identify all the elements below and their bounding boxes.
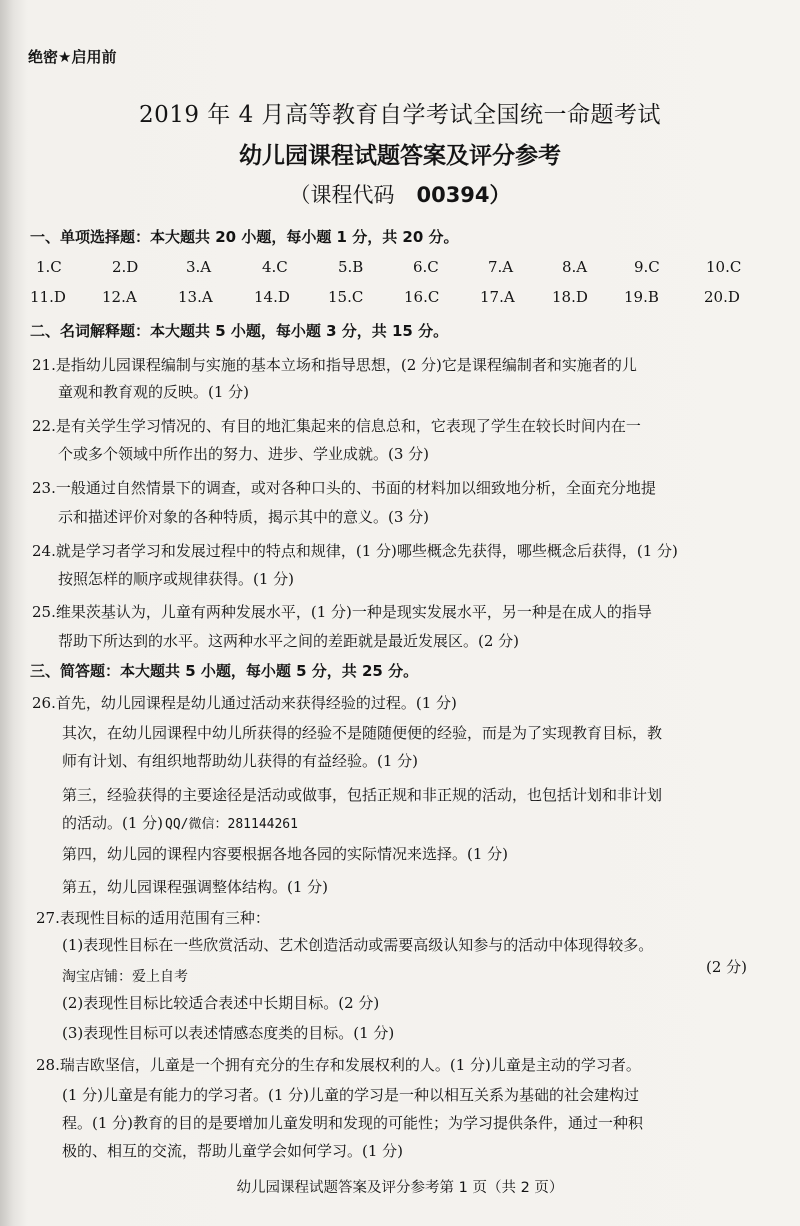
answer-line: 个或多个领域中所作出的努力、进步、学业成就。(3 分) <box>58 445 430 463</box>
paper-title: 幼儿园课程试题答案及评分参考 <box>239 143 561 169</box>
answer-item: 12.A <box>102 288 137 306</box>
answer-line <box>62 812 298 833</box>
answer-item: 9.C <box>634 258 660 276</box>
answer-line: 第三，经验获得的主要途径是活动或做事，包括正规和非正规的活动，也包括计划和非计划 <box>62 786 663 804</box>
answer-item: 6.C <box>413 258 439 276</box>
answer-line: 第五，幼儿园课程强调整体结构。(1 分) <box>62 878 329 896</box>
course-code <box>0 179 800 209</box>
section-1-heading: 一、单项选择题：本大题共 20 小题，每小题 1 分，共 20 分。 <box>30 228 459 246</box>
exam-title: 2019 年 4 月高等教育自学考试全国统一命题考试 <box>138 102 662 128</box>
answer-line: (1 分)儿童是有能力的学习者。(1 分)儿童的学习是一种以相互关系为基础的社会建构过 <box>62 1086 640 1104</box>
shop-watermark: 淘宝店铺：爱上自考 <box>62 969 188 985</box>
answer-item: 3.A <box>186 258 212 276</box>
answer-item: 14.D <box>254 288 290 306</box>
answer-item: 18.D <box>552 288 588 306</box>
answer-text: 的活动。(1 分) <box>62 814 164 832</box>
answer-line: 23.一般通过自然情景下的调查，或对各种口头的、书面的材料加以细致地分析，全面充分地提 <box>32 479 656 497</box>
answer-item: 17.A <box>480 288 515 306</box>
answer-line: 22.是有关学生学习情况的、有目的地汇集起来的信息总和，它表现了学生在较长时间内在一 <box>32 417 641 435</box>
answer-line: 21.是指幼儿园课程编制与实施的基本立场和指导思想，(2 分)它是课程编制者和实施者的儿 <box>32 356 637 374</box>
answer-item: 11.D <box>30 288 66 306</box>
answer-line: 极的、相互的交流，帮助儿童学会如何学习。(1 分) <box>62 1142 404 1160</box>
answer-item: 4.C <box>262 258 288 276</box>
answer-item: 1.C <box>36 258 62 276</box>
answer-line: 28.瑞吉欧坚信，儿童是一个拥有充分的生存和发展权利的人。(1 分)儿童是主动的学习者。 <box>36 1056 641 1074</box>
answer-line: 其次，在幼儿园课程中幼儿所获得的经验不是随随便便的经验，而是为了实现教育目标，教 <box>62 724 663 742</box>
answer-item: 5.B <box>338 258 364 276</box>
answer-line: 25.维果茨基认为，儿童有两种发展水平，(1 分)一种是现实发展水平，另一种是在成人的指导 <box>32 603 652 621</box>
answer-line: 按照怎样的顺序或规律获得。(1 分) <box>58 570 295 588</box>
answer-item: 7.A <box>488 258 514 276</box>
answer-line: (1)表现性目标在一些欣赏活动、艺术创造活动或需要高级认知参与的活动中体现得较多。 <box>62 936 654 954</box>
course-code-value: 00394） <box>416 183 511 207</box>
answer-line: 帮助下所达到的水平。这两种水平之间的差距就是最近发展区。(2 分) <box>58 632 520 650</box>
confidential-mark: 绝密★启用前 <box>28 48 117 66</box>
course-code-label: （课程代码 <box>289 183 395 207</box>
answer-line: 27.表现性目标的适用范围有三种： <box>36 909 270 927</box>
answer-line: 第四，幼儿园的课程内容要根据各地各园的实际情况来选择。(1 分) <box>62 845 509 863</box>
answer-line: (2 分) <box>706 958 748 976</box>
answer-line: 26.首先，幼儿园课程是幼儿通过活动来获得经验的过程。(1 分) <box>32 694 457 712</box>
answer-item: 20.D <box>704 288 740 306</box>
answer-item: 19.B <box>624 288 659 306</box>
answer-line: 24.就是学习者学习和发展过程中的特点和规律，(1 分)哪些概念先获得，哪些概念后获得，(1 分) <box>32 542 678 560</box>
answer-line: 童观和教育观的反映。(1 分) <box>58 383 250 401</box>
page-footer: 幼儿园课程试题答案及评分参考第 1 页（共 2 页） <box>236 1180 564 1196</box>
answer-item: 16.C <box>404 288 440 306</box>
answer-item: 15.C <box>328 288 364 306</box>
answer-line: 程。(1 分)教育的目的是要增加儿童发明和发现的可能性；为学习提供条件，通过一种积 <box>62 1114 644 1132</box>
answer-item: 13.A <box>178 288 213 306</box>
answer-item: 8.A <box>562 258 588 276</box>
answer-item: 2.D <box>112 258 139 276</box>
answer-line: (2)表现性目标比较适合表述中长期目标。(2 分) <box>62 994 380 1012</box>
section-3-heading: 三、简答题：本大题共 5 小题，每小题 5 分，共 25 分。 <box>30 662 419 680</box>
section-2-heading: 二、名词解释题：本大题共 5 小题，每小题 3 分，共 15 分。 <box>30 322 449 340</box>
answer-item: 10.C <box>706 258 742 276</box>
answer-line: 师有计划、有组织地帮助幼儿获得的有益经验。(1 分) <box>62 752 419 770</box>
answer-line: (3)表现性目标可以表述情感态度类的目标。(1 分) <box>62 1024 395 1042</box>
contact-watermark: QQ/微信：281144261 <box>165 817 298 832</box>
answer-line: 示和描述评价对象的各种特质，揭示其中的意义。(3 分) <box>58 508 430 526</box>
